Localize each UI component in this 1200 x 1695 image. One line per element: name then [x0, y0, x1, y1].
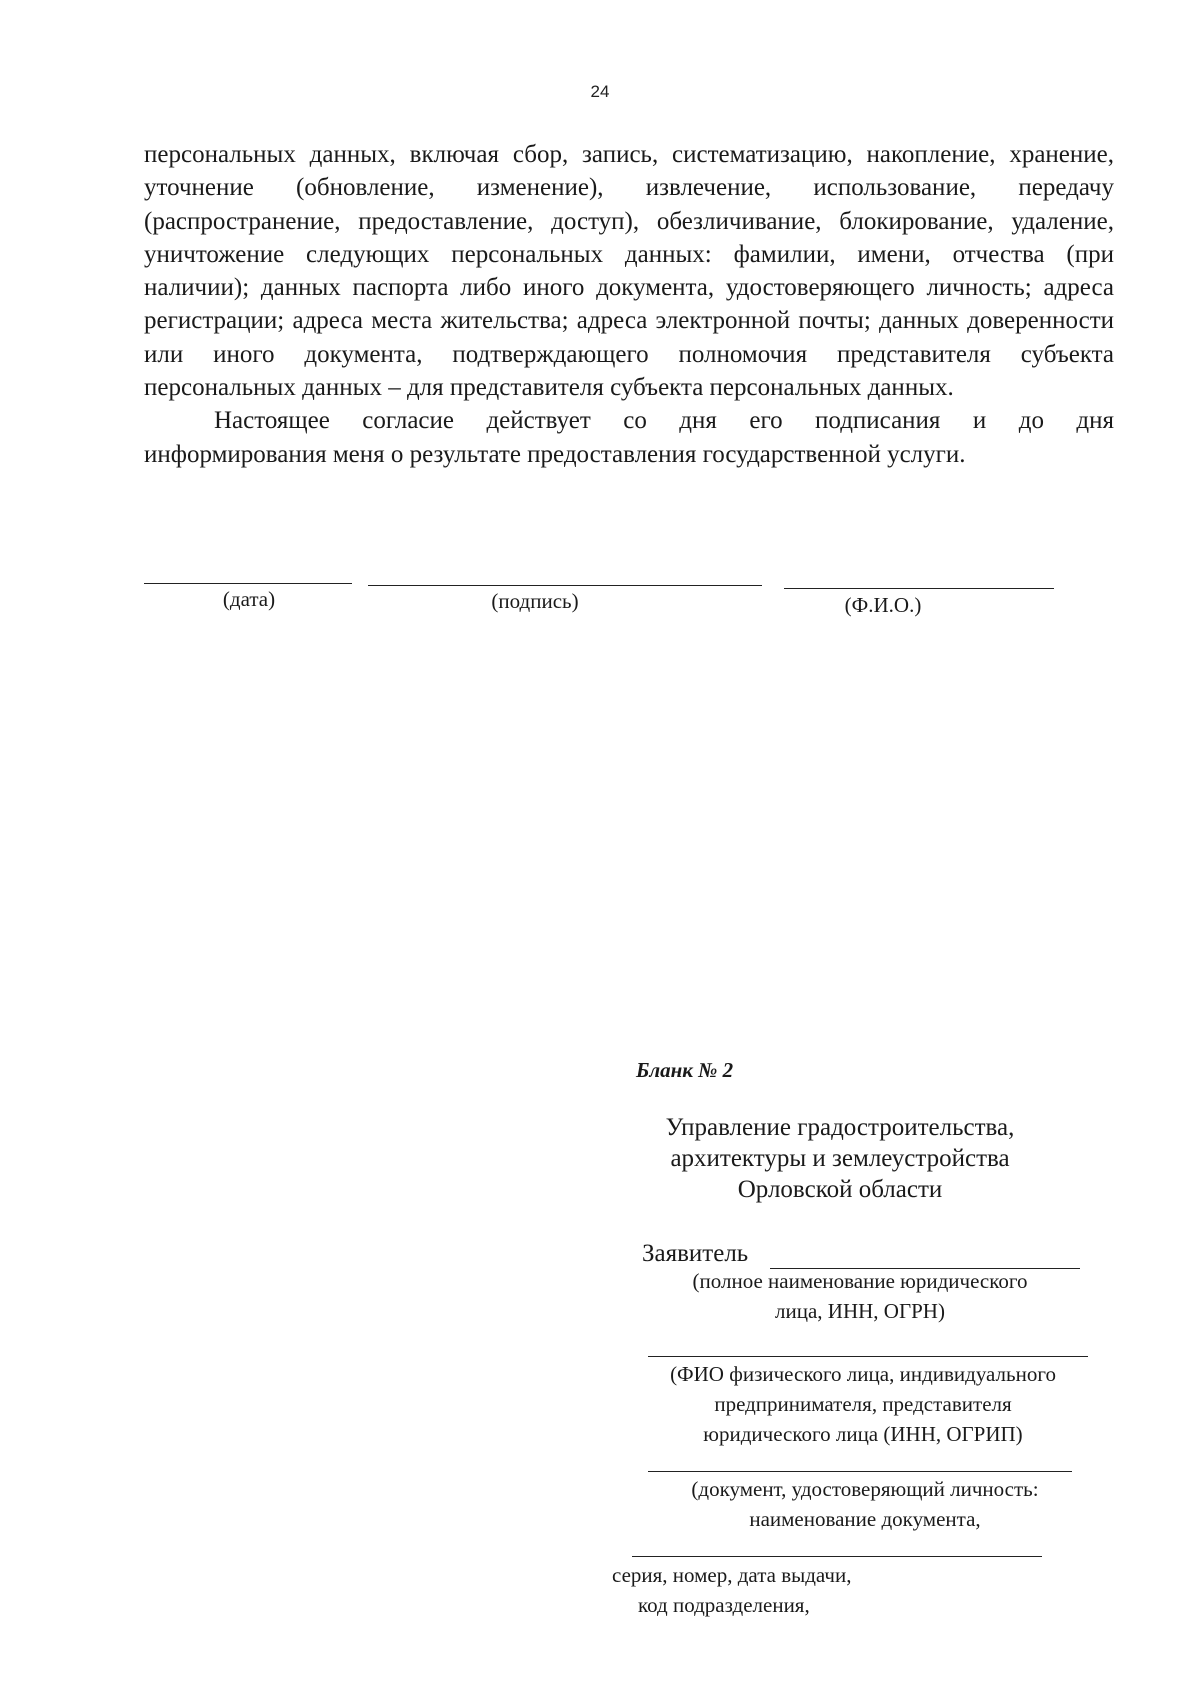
addressee-line-2: архитектуры и землеустройства	[670, 1145, 1010, 1172]
identity-document-caption-line-1: (документ, удостоверяющий личность:	[691, 1477, 1039, 1501]
legal-entity-caption-line-2: лица, ИНН, ОГРН)	[775, 1299, 945, 1323]
person-caption-line-2: предпринимателя, представителя	[714, 1392, 1012, 1416]
signature-caption: (подпись)	[491, 589, 579, 613]
consent-paragraph-2-end: информирования меня о результате предоставления государственной услуги.	[144, 440, 966, 468]
document-details-line[interactable]	[632, 1556, 1042, 1557]
date-caption: (дата)	[222, 587, 276, 611]
addressee-line-1: Управление градостроительства,	[665, 1114, 1015, 1141]
identity-document-line[interactable]	[648, 1471, 1072, 1472]
identity-document-caption	[640, 1474, 1090, 1534]
date-line[interactable]	[144, 583, 352, 584]
addressee-line-3: Орловской области	[737, 1176, 943, 1203]
consent-paragraph-1	[144, 138, 1114, 371]
document-details-caption-line-1: серия, номер, дата выдачи,	[612, 1563, 852, 1587]
consent-paragraph-1-text: персональных данных, включая сбор, запись, систематизацию, накопление, хранение, уточнение (обновление, изменение), извлечение, использование, передачу (распространение, предоставление, доступ), обезличивание, блокирование, удаление, уничтожение следующих персональных данных: фамилии, имени, отчества (при наличии); данных паспорта либо иного документа, удостоверяющего личность; адреса регистрации; адреса места жительства; адреса электронной почты; данных доверенности или иного документа, подтверждающего полномочия представителя субъекта	[144, 141, 1114, 368]
identity-document-caption-line-2: наименование документа,	[749, 1507, 981, 1531]
applicant-label: Заявитель	[642, 1240, 749, 1267]
document-details-caption-line-2: код подразделения,	[638, 1593, 810, 1617]
person-caption-line-1: (ФИО физического лица, индивидуального	[670, 1362, 1056, 1386]
consent-paragraph-1-end: персональных данных – для представителя субъекта персональных данных.	[144, 374, 954, 402]
person-caption-line-3: юридического лица (ИНН, ОГРИП)	[703, 1422, 1023, 1446]
consent-paragraph-2: Настоящее согласие действует со дня его подписания и до дня	[214, 407, 1114, 435]
fio-caption: (Ф.И.О.)	[844, 593, 922, 617]
consent-text	[144, 138, 1114, 471]
blank-title: Бланк № 2	[636, 1058, 734, 1082]
person-caption	[628, 1359, 1098, 1449]
addressee-block	[620, 1112, 1060, 1205]
document-details-caption	[612, 1560, 912, 1620]
person-name-line[interactable]	[648, 1356, 1088, 1357]
legal-entity-caption-line-1: (полное наименование юридического	[692, 1269, 1028, 1293]
legal-entity-caption	[630, 1266, 1090, 1326]
page-number: 24	[590, 82, 610, 101]
signature-line[interactable]	[368, 585, 762, 586]
fio-line[interactable]	[784, 588, 1054, 589]
